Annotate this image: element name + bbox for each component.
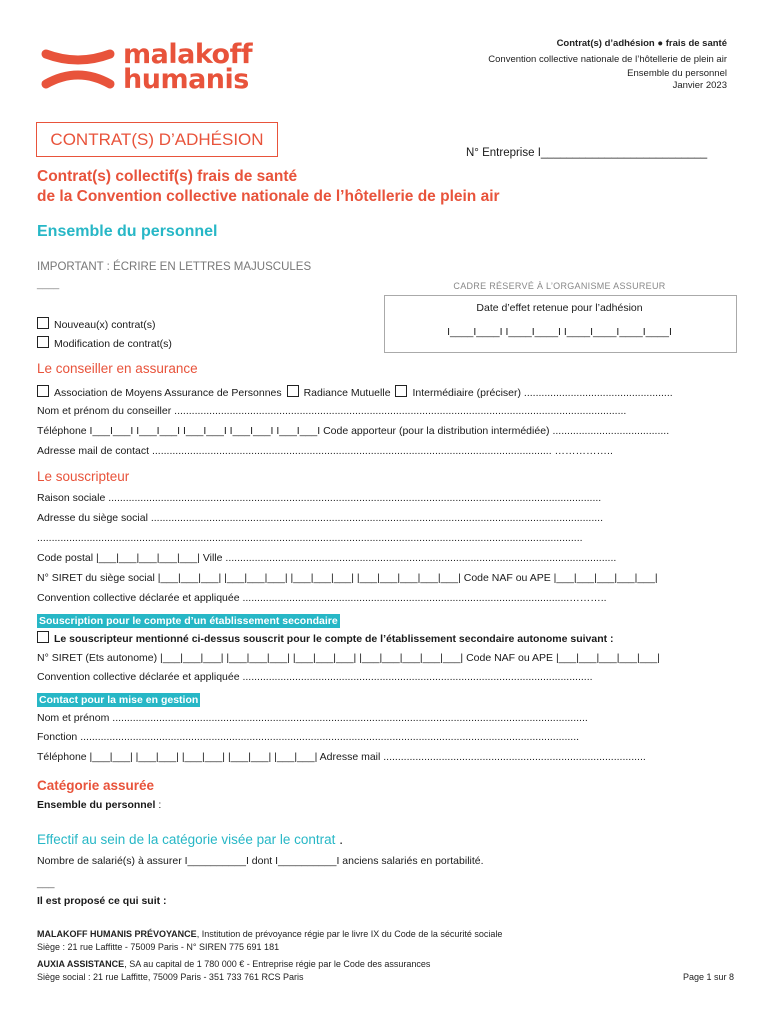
conseiller-opt2-label: Radiance Mutuelle bbox=[303, 387, 391, 399]
conseiller-opt3-label[interactable]: Intermédiaire (préciser) ................................................... bbox=[412, 387, 673, 399]
contact-heading-label: Contact pour la mise en gestion bbox=[39, 694, 199, 706]
conseiller-nom-field[interactable]: Nom et prénom du conseiller ........................................................................................................................................................... bbox=[37, 405, 627, 417]
intermediaire-checkbox[interactable] bbox=[395, 385, 407, 397]
siret-secondaire-field[interactable]: N° SIRET (Ets autonome) |___|___|___| |___|___|___| |___|___|___| |___|___|___|___|___| Code NAF ou APE |___|___|___|___|___| bbox=[37, 652, 660, 664]
footer-line4: Siège social : 21 rue Laffitte, 75009 Paris - 351 733 761 RCS Paris bbox=[37, 972, 304, 982]
contact-fonction-field[interactable]: Fonction ........................................................................................................................................................................... bbox=[37, 731, 580, 743]
page-number: Page 1 sur 8 bbox=[682, 972, 734, 982]
secondaire-heading-label: Souscription pour le compte d’un établissement secondaire bbox=[39, 615, 338, 627]
title-line2: de la Convention collective nationale de l’hôtellerie de plein air bbox=[37, 188, 500, 205]
secondaire-checkbox[interactable] bbox=[37, 631, 49, 643]
footer-line3 bbox=[37, 957, 430, 971]
nouveau-checkbox[interactable] bbox=[37, 317, 49, 329]
reserve-box-title: CADRE RÉSERVÉ À L’ORGANISME ASSUREUR bbox=[453, 281, 666, 291]
code-postal-ville-field[interactable]: Code postal |___|___|___|___|___| Ville ...................................................................................................................................... bbox=[37, 552, 617, 564]
categorie-heading: Catégorie assurée bbox=[37, 778, 155, 793]
footer-line2: Siège : 21 rue Laffitte - 75009 Paris - N° SIREN 775 691 181 bbox=[37, 942, 280, 952]
dash-separator-2: ___ bbox=[37, 877, 55, 889]
effectif-heading bbox=[37, 832, 343, 847]
convention-field[interactable]: Convention collective déclarée et appliquée ................................................................................................................……….. bbox=[37, 592, 607, 604]
secondaire-statement-label: Le souscripteur mentionné ci-dessus souscrit pour le compte de l’établissement secondaire autonome suivant : bbox=[54, 633, 614, 645]
effectif-field[interactable]: Nombre de salarié(s) à assurer I__________I dont I__________I anciens salariés en portabilité. bbox=[37, 855, 484, 867]
logo-mark-icon bbox=[38, 42, 120, 98]
header-line3: Ensemble du personnel bbox=[627, 68, 727, 79]
entreprise-number-field[interactable]: N° Entreprise I__________________________ bbox=[466, 147, 708, 159]
title-line1: Contrat(s) collectif(s) frais de santé bbox=[37, 168, 298, 185]
modification-checkbox[interactable] bbox=[37, 336, 49, 348]
header-line4: Janvier 2023 bbox=[672, 80, 727, 91]
categorie-line bbox=[37, 799, 161, 811]
footer-l3-bold: AUXIA ASSISTANCE bbox=[37, 959, 125, 969]
logo-line1: malakoff bbox=[123, 39, 253, 70]
secondaire-heading bbox=[37, 611, 340, 629]
option-nouveau-label: Nouveau(x) contrat(s) bbox=[54, 319, 156, 331]
important-note: IMPORTANT : ÉCRIRE EN LETTRES MAJUSCULES bbox=[37, 261, 312, 273]
conseiller-opt1-label: Association de Moyens Assurance de Personnes bbox=[54, 387, 282, 399]
reserve-date-field[interactable]: I____I____I I____I____I I____I____I____I____I bbox=[447, 326, 672, 338]
secondaire-statement[interactable] bbox=[37, 631, 737, 645]
souscripteur-heading: Le souscripteur bbox=[37, 469, 130, 484]
conseiller-mail-field[interactable]: Adresse mail de contact ......................................................................................................................................... …………….. bbox=[37, 445, 613, 457]
footer-l1-text: , Institution de prévoyance régie par le livre IX du Code de la sécurité sociale bbox=[196, 929, 503, 939]
option-nouveau[interactable] bbox=[37, 317, 156, 331]
contact-tel-mail-field[interactable]: Téléphone |___|___| |___|___| |___|___| |___|___| |___|___| Adresse mail .......................................................................................... bbox=[37, 751, 646, 763]
logo bbox=[38, 38, 268, 98]
contract-title-box: CONTRAT(S) D’ADHÉSION bbox=[36, 122, 278, 157]
dash-separator: ____ bbox=[37, 279, 60, 290]
footer-line1 bbox=[37, 927, 502, 941]
option-modification[interactable] bbox=[37, 336, 172, 350]
conseiller-options bbox=[37, 385, 737, 399]
header-line2: Convention collective nationale de l’hôtellerie de plein air bbox=[488, 54, 727, 65]
propose-label: Il est proposé ce qui suit : bbox=[37, 895, 167, 907]
footer-l1-bold: MALAKOFF HUMANIS PRÉVOYANCE bbox=[37, 929, 197, 939]
amap-checkbox[interactable] bbox=[37, 385, 49, 397]
raison-sociale-field[interactable]: Raison sociale ......................................................................................................................................................................... bbox=[37, 492, 602, 504]
option-modification-label: Modification de contrat(s) bbox=[54, 338, 172, 350]
subtitle: Ensemble du personnel bbox=[37, 223, 218, 240]
adresse-siege-line2[interactable]: ........................................................................................................................................................................................... bbox=[37, 532, 583, 544]
categorie-colon: : bbox=[155, 799, 162, 811]
effectif-heading-label: Effectif au sein de la catégorie visée par le contrat bbox=[37, 832, 336, 847]
adresse-siege-field[interactable]: Adresse du siège social ........................................................................................................................................................... bbox=[37, 512, 603, 524]
contact-heading bbox=[37, 690, 200, 708]
categorie-label: Ensemble du personnel bbox=[37, 799, 156, 811]
conseiller-tel-field[interactable]: Téléphone I___I___I I___I___I I___I___I I___I___I I___I___I Code apporteur (pour la distribution intermédiée) ........................................ bbox=[37, 425, 670, 437]
siret-siege-field[interactable]: N° SIRET du siège social |___|___|___| |___|___|___| |___|___|___| |___|___|___|___|___| Code NAF ou APE |___|___|___|___|___| bbox=[37, 572, 658, 584]
reserve-date-label: Date d’effet retenue pour l’adhésion bbox=[476, 302, 643, 314]
header-line1: Contrat(s) d’adhésion ● frais de santé bbox=[556, 38, 727, 49]
contact-nom-field[interactable]: Nom et prénom ................................................................................................................................................................... bbox=[37, 712, 588, 724]
footer-l3-text: , SA au capital de 1 780 000 € - Entreprise régie par le Code des assurances bbox=[124, 959, 431, 969]
convention-secondaire-field[interactable]: Convention collective déclarée et appliquée ........................................................................................................................ bbox=[37, 671, 593, 683]
conseiller-heading: Le conseiller en assurance bbox=[37, 361, 198, 376]
radiance-checkbox[interactable] bbox=[287, 385, 299, 397]
effectif-heading-dot: . bbox=[335, 832, 343, 847]
logo-line2: humanis bbox=[123, 64, 249, 95]
